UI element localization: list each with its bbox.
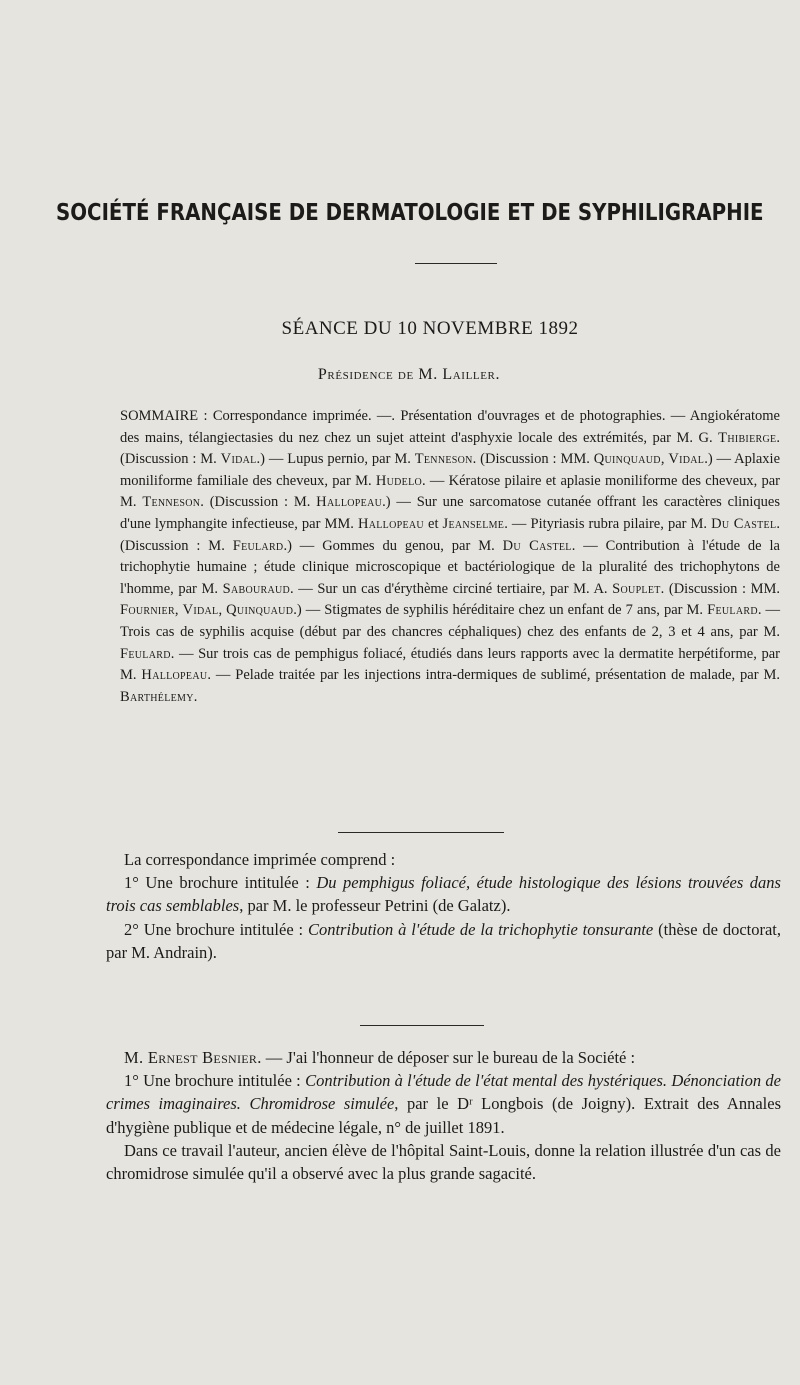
- author-name: Quinquaud: [593, 451, 661, 468]
- society-title: SOCIÉTÉ FRANÇAISE DE DERMATOLOGIE ET DE SYPHILIGRAPHIE: [56, 200, 764, 226]
- author-name: Vidal: [220, 451, 257, 468]
- author-name: Feulard: [120, 645, 171, 662]
- speaker-name: M. Ernest Besnier.: [124, 1048, 262, 1067]
- session-heading: SÉANCE DU 10 NOVEMBRE 1892: [281, 318, 579, 339]
- author-name: Hallopeau: [316, 494, 383, 511]
- author-name: Tenneson: [142, 494, 201, 511]
- author-name: Vidal: [182, 602, 219, 619]
- correspondence-section: [106, 848, 781, 964]
- title-rule: [415, 263, 497, 264]
- author-name: Fournier: [120, 602, 175, 619]
- correspondence-item-1: 1° Une brochure intitulée : Du pemphigus foliacé, étude histologique des lésions trouvées dans trois cas semblables, par M. le professeur Petrini (de Galatz).: [106, 873, 781, 916]
- author-name: Du Castel: [711, 515, 777, 532]
- section-rule: [360, 1025, 484, 1026]
- author-name: Hudelo: [375, 472, 423, 489]
- correspondence-item-2: 2° Une brochure intitulée : Contribution à l'étude de la trichophytie tonsurante (thèse de doctorat, par M. Andrain).: [106, 919, 782, 962]
- author-name: Barthélemy: [120, 688, 194, 705]
- correspondence-intro: La correspondance imprimée comprend :: [124, 850, 396, 869]
- besnier-paragraph-2: Dans ce travail l'auteur, ancien élève de l'hôpital Saint-Louis, donne la relation illustrée d'un cas de chromidrose simulée qu'il a observé avec la plus grande sagacité.: [106, 1140, 781, 1184]
- author-name: Hallopeau: [357, 515, 424, 532]
- author-name: Quinquaud: [226, 602, 294, 619]
- besnier-section: [106, 1046, 781, 1185]
- brochure-title: Du pemphigus foliacé, étude histologique des lésions trouvées dans trois cas semblables: [106, 873, 781, 916]
- author-name: Jeanselme: [442, 515, 505, 532]
- summary-paragraph: SOMMAIRE : Correspondance imprimée. —. Présentation d'ouvrages et de photographies. — Angiokératome des mains, télangiectasies du nez chez un sujet atteint d'asphyxie locale des extrémités, par M. G. Thibierge. (Discussion : M. Vidal.) — Lupus pernio, par M. Tenneson. (Discussion : MM. Quinquaud, Vidal.) — Aplaxie moniliforme familiale des cheveux, par M. Hudelo. — Kératose pilaire et aplasie moniliforme des cheveux, par M. Tenneson. (Discussion : M. Hallopeau.) — Sur une sarcomatose cutanée offrant les caractères cliniques d'une lymphangite infectieuse, par MM. Hallopeau et Jeanselme. — Pityriasis rubra pilaire, par M. Du Castel. (Discussion : M. Feulard.) — Gommes du genou, par M. Du Castel. — Contribution à l'étude de la trichophytie humaine ; étude clinique microscopique et bactériologique de la pluralité des trichophytons de l'homme, par M. Sabouraud. — Sur un cas d'érythème circiné tertiaire, par M. A. Souplet. (Discussion : MM. Fournier, Vidal, Quinquaud.) — Stigmates de syphilis héréditaire chez un enfant de 7 ans, par M. Feulard. — Trois cas de syphilis acquise (début par des chancres céphaliques) chez des enfants de 2, 3 et 4 ans, par M. Feulard. — Sur trois cas de pemphigus foliacé, étudiés dans leurs rapports avec la dermatite herpétiforme, par M. Hallopeau. — Pelade traitée par les injections intra-dermiques de sublimé, présentation de malade, par M. Barthélemy.: [120, 408, 781, 705]
- besnier-intro: M. Ernest Besnier. — J'ai l'honneur de déposer sur le bureau de la Société :: [124, 1048, 636, 1067]
- author-name: Hallopeau: [141, 667, 208, 684]
- besnier-item-1: 1° Une brochure intitulée : Contribution à l'étude de l'état mental des hystériques. Dénonciation de crimes imaginaires. Chromidrose simulée, par le Dʳ Longbois (de Joigny). Extrait des Annales d'hygiène publique et de médecine légale, n° de juillet 1891.: [106, 1071, 782, 1137]
- summary-lead: SOMMAIRE: [120, 408, 199, 424]
- brochure-title: Contribution à l'étude de l'état mental des hystériques. Dénonciation de crimes imaginaires. Chromidrose simulée: [106, 1071, 781, 1114]
- author-name: Du Castel: [502, 537, 572, 554]
- section-rule: [338, 832, 504, 833]
- presidency-line: Présidence de M. Lailler.: [317, 366, 501, 383]
- author-name: Thibierge: [718, 429, 777, 446]
- author-name: Souplet: [612, 580, 661, 597]
- author-name: Feulard: [232, 537, 284, 554]
- author-name: Tenneson: [414, 451, 473, 468]
- author-name: Feulard: [707, 602, 758, 619]
- author-name: Sabouraud: [222, 580, 291, 597]
- brochure-title: Contribution à l'étude de la trichophytie tonsurante: [307, 919, 654, 939]
- author-name: Vidal: [668, 451, 705, 468]
